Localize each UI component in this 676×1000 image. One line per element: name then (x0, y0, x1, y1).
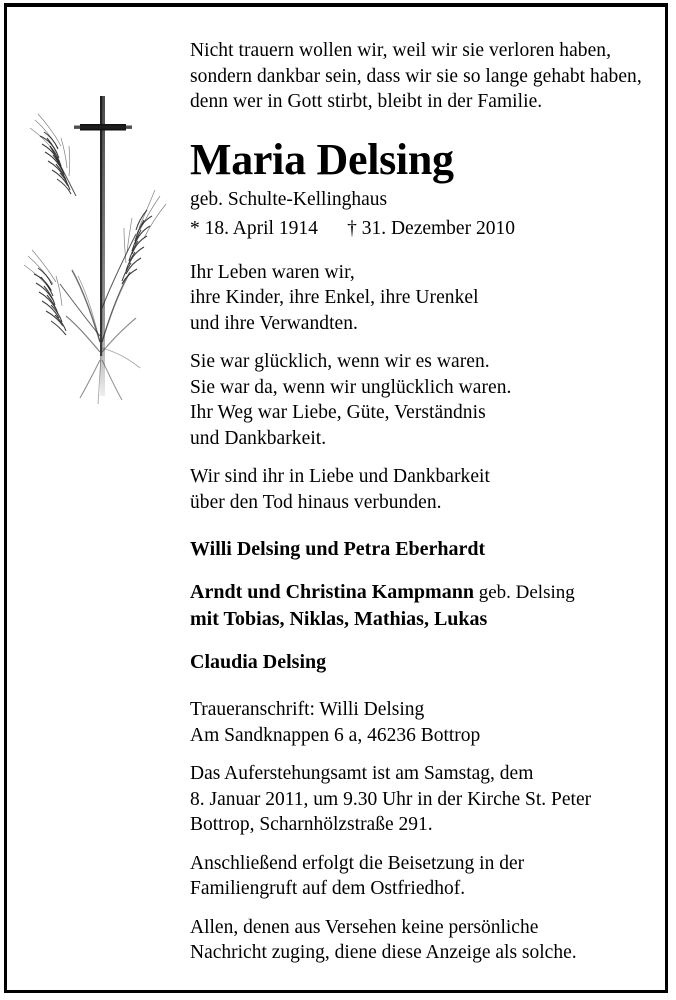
family-names (190, 536, 656, 675)
deceased-dates: * 18. April 1914 † 31. Dezember 2010 (190, 217, 515, 239)
family-line-spouse: Willi Delsing und Petra Eberhardt (190, 538, 486, 560)
verse-line: Wir sind ihr in Liebe und Dankbarkeit (190, 466, 490, 487)
opening-verse-line: denn wer in Gott stirbt, bleibt in der Familie. (190, 91, 543, 112)
contact-address (190, 697, 656, 748)
deceased-name: Maria Delsing (190, 134, 454, 184)
verse-line: und ihre Verwandten. (190, 312, 358, 334)
contact-line: Am Sandknappen 6 a, 46236 Bottrop (190, 724, 481, 746)
family-kampmann-bold: Arndt und Christina Kampmann (190, 581, 474, 603)
deceased-maiden-name: geb. Schulte-Kellinghaus (190, 188, 388, 210)
verse-block-2 (190, 349, 656, 451)
contact-line: Traueranschrift: Willi Delsing (190, 699, 425, 720)
family-line-kampmann (190, 579, 656, 606)
verse-line: Sie war da, wenn wir unglücklich waren. (190, 376, 512, 398)
burial-line: Familiengruft auf dem Ostfriedhof. (190, 878, 466, 899)
general-notice (190, 915, 656, 966)
opening-verse (190, 38, 656, 115)
service-line: Das Auferstehungsamt ist am Samstag, dem (190, 763, 534, 784)
family-line-claudia: Claudia Delsing (190, 651, 327, 673)
verse-line: Ihr Leben waren wir, (190, 261, 355, 283)
opening-verse-line: sondern dankbar sein, dass wir sie so lange gehabt haben, (190, 65, 642, 87)
service-line: 8. Januar 2011, um 9.30 Uhr in der Kirche St. Peter (190, 788, 592, 810)
notice-line: Allen, denen aus Versehen keine persönliche (190, 916, 539, 938)
wheat-ear-lower-left (24, 250, 100, 336)
burial-line: Anschließend erfolgt die Beisetzung in der (190, 852, 525, 874)
service-line: Bottrop, Scharnhölzstraße 291. (190, 814, 433, 835)
service-details (190, 761, 656, 838)
verse-line: Sie war glücklich, wenn wir es waren. (190, 351, 490, 372)
verse-line: ihre Kinder, ihre Enkel, ihre Urenkel (190, 287, 479, 308)
family-line-grandchildren: mit Tobias, Niklas, Mathias, Lukas (190, 608, 488, 630)
burial-details (190, 851, 656, 902)
verse-line: über den Tod hinaus verbunden. (190, 491, 442, 513)
family-kampmann-maiden: geb. Delsing (473, 582, 575, 603)
text-column (190, 38, 656, 966)
verse-block-1 (190, 260, 656, 337)
cross-with-wheat-illustration (14, 80, 186, 410)
verse-line: und Dankbarkeit. (190, 427, 327, 449)
wheat-ear-right (102, 190, 166, 308)
wheat-ear-upper-left (30, 114, 76, 196)
verse-line: Ihr Weg war Liebe, Güte, Verständnis (190, 402, 486, 423)
opening-verse-line: Nicht trauern wollen wir, weil wir sie verloren haben, (190, 40, 612, 61)
notice-line: Nachricht zuging, diene diese Anzeige als solche. (190, 942, 577, 963)
verse-block-3 (190, 464, 656, 515)
